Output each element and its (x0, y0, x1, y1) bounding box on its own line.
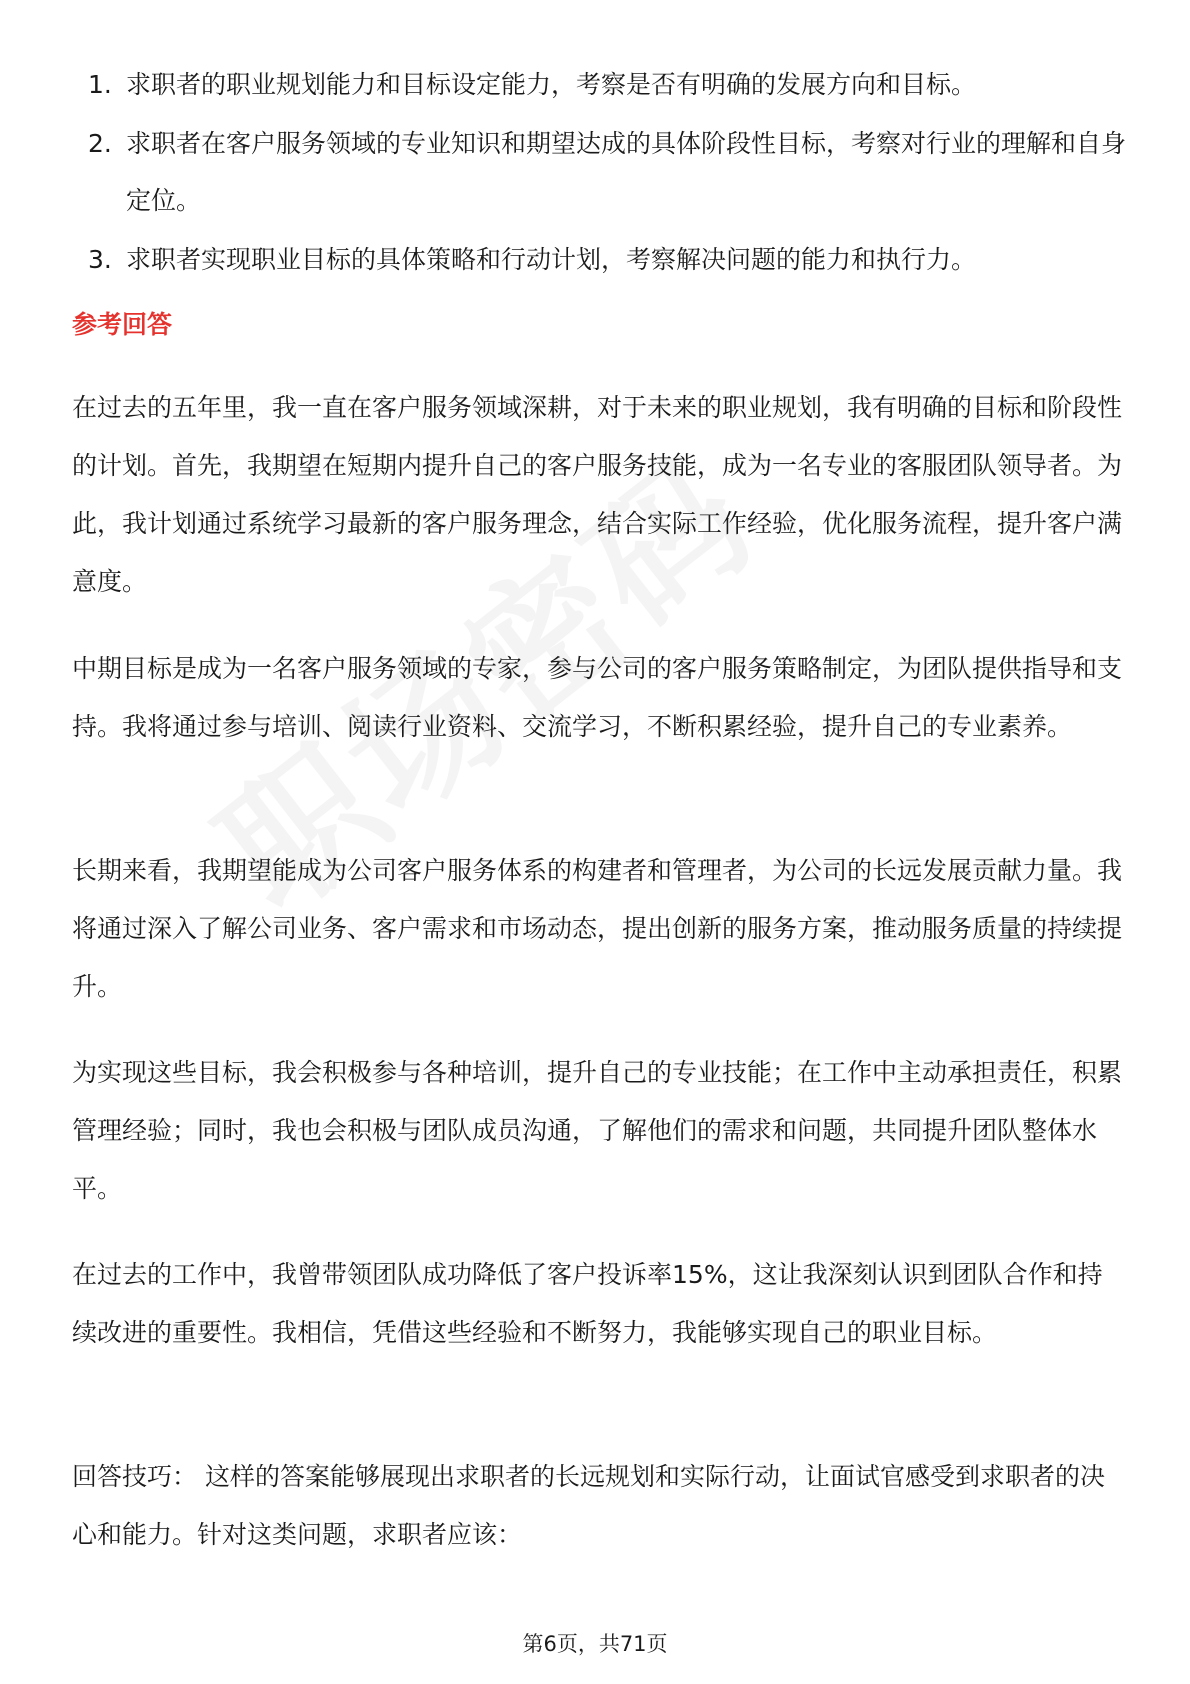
list-item (72, 115, 1132, 229)
list-item-number: 1. (88, 70, 112, 99)
list-item-number: 2. (88, 129, 112, 158)
answer-paragraph: 中期目标是成为一名客户服务领域的专家，参与公司的客户服务策略制定，为团队提供指导和支持。我将通过参与培训、阅读行业资料、交流学习，不断积累经验，提升自己的专业素养。 (72, 654, 1123, 741)
section-title: 参考回答 (72, 310, 173, 339)
tips-paragraph: 回答技巧： 这样的答案能够展现出求职者的长远规划和实际行动，让面试官感受到求职者的决心和能力。针对这类问题，求职者应该： (72, 1462, 1105, 1549)
answer-paragraph: 长期来看，我期望能成为公司客户服务体系的构建者和管理者，为公司的长远发展贡献力量。我将通过深入了解公司业务、客户需求和市场动态，提出创新的服务方案，推动服务质量的持续提升。 (72, 856, 1123, 1001)
list-item-text: 求职者在客户服务领域的专业知识和期望达成的具体阶段性目标，考察对行业的理解和自身定位。 (126, 129, 1127, 215)
answer-paragraph: 在过去的工作中，我曾带领团队成功降低了客户投诉率15%，这让我深刻认识到团队合作和持续改进的重要性。我相信，凭借这些经验和不断努力，我能够实现自己的职业目标。 (72, 1260, 1103, 1347)
list-item (72, 231, 1132, 288)
list-item-text: 求职者的职业规划能力和目标设定能力，考察是否有明确的发展方向和目标。 (126, 70, 977, 99)
list-item-text: 求职者实现职业目标的具体策略和行动计划，考察解决问题的能力和执行力。 (126, 245, 977, 274)
list-item (72, 56, 1132, 113)
criteria-list (72, 56, 1132, 290)
answer-paragraph: 为实现这些目标，我会积极参与各种培训，提升自己的专业技能；在工作中主动承担责任，积累管理经验；同时，我也会积极与团队成员沟通，了解他们的需求和问题，共同提升团队整体水平。 (72, 1058, 1123, 1203)
page-number: 第6页，共71页 (522, 1632, 668, 1656)
answer-paragraph: 在过去的五年里，我一直在客户服务领域深耕，对于未来的职业规划，我有明确的目标和阶段性的计划。首先，我期望在短期内提升自己的客户服务技能，成为一名专业的客服团队领导者。为此，我计划通过系统学习最新的客户服务理念，结合实际工作经验，优化服务流程，提升客户满意度。 (72, 393, 1123, 596)
list-item-number: 3. (88, 245, 112, 274)
